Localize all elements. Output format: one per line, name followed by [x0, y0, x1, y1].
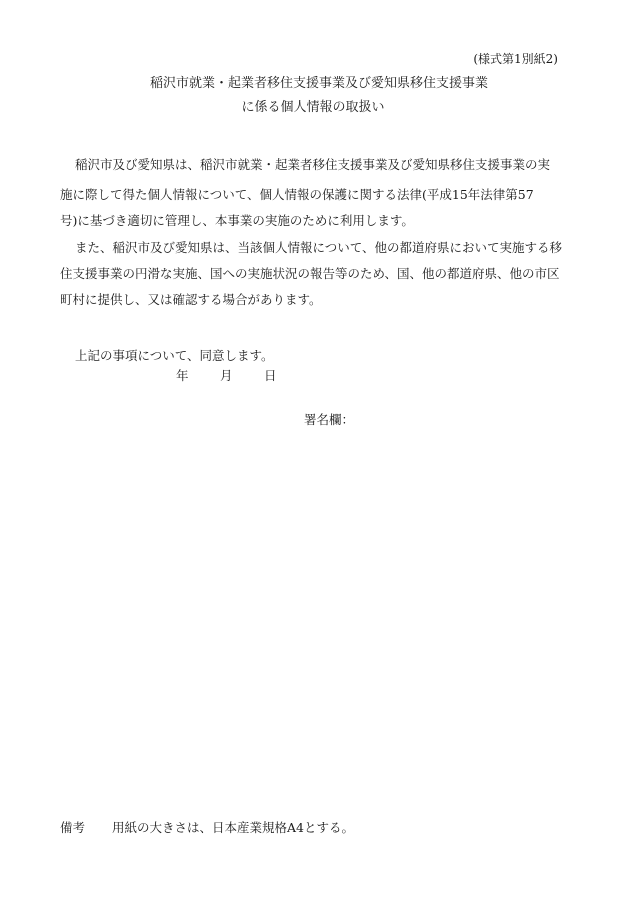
document-title-line-2: に係る個人情報の取扱い — [241, 100, 385, 115]
note-text: 用紙の大きさは、日本産業規格A4とする。 — [112, 820, 354, 835]
body-line: また、稲沢市及び愛知県は、当該個人情報について、他の都道府県において実施する移 — [75, 240, 563, 255]
note — [60, 818, 354, 836]
date-line — [176, 366, 276, 384]
form-number: (様式第1別紙2) — [473, 52, 558, 66]
signature-label: 署名欄： — [304, 412, 355, 427]
body-line: 施に際して得た個人情報について、個人情報の保護に関する法律(平成15年法律第57 — [60, 187, 534, 202]
body-line: 号)に基づき適切に管理し、本事業の実施のために利用します。 — [60, 213, 414, 228]
body-line: 町村に提供し、又は確認する場合があります。 — [60, 292, 322, 307]
consent-statement: 上記の事項について、同意します。 — [75, 348, 274, 363]
document-title-line-1: 稲沢市就業・起業者移住支援事業及び愛知県移住支援事業 — [149, 76, 488, 91]
body-line: 稲沢市及び愛知県は、稲沢市就業・起業者移住支援事業及び愛知県移住支援事業の実 — [75, 157, 551, 172]
date-year-label: 年 — [176, 368, 189, 383]
date-day-label: 日 — [263, 368, 277, 383]
body-line: 住支援事業の円滑な実施、国への実施状況の報告等のため、国、他の都道府県、他の市区 — [60, 266, 560, 281]
note-label: 備考 — [60, 820, 86, 835]
date-month-label: 月 — [219, 368, 233, 383]
